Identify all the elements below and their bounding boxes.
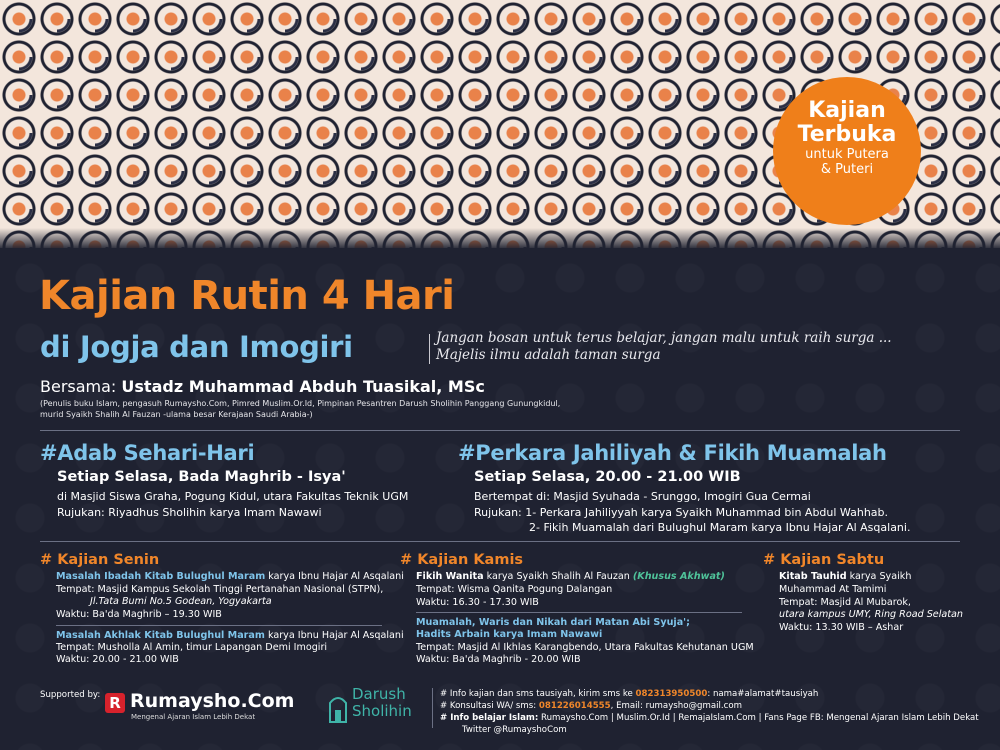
- badge-line-3: untuk Putera: [805, 147, 889, 162]
- senin-a-topic-name: Masalah Ibadah Kitab Bulughul Maram: [56, 571, 266, 582]
- quote-line-2: Majelis ilmu adalah taman surga: [436, 347, 661, 363]
- footer-info-3: [440, 713, 979, 725]
- sabtu-topic: [779, 571, 911, 584]
- quote: [436, 330, 906, 364]
- footer-info-1: [440, 689, 818, 701]
- kamis-a-note: (Khusus Akhwat): [632, 571, 725, 582]
- perkara-when: Setiap Selasa, 20.00 - 21.00 WIB: [474, 469, 741, 485]
- kamis-b-topic-2: [416, 629, 602, 642]
- kamis-b-topic-1-text: Muamalah, Waris dan Nikah dari Matan Abi Syuja';: [416, 617, 690, 628]
- perkara-title: #Perkara Jahiliyah & Fikih Muamalah: [458, 441, 887, 465]
- senin-title: # Kajian Senin: [40, 552, 160, 568]
- speaker-bio: [40, 398, 640, 420]
- sabtu-author-1: karya Syaikh: [846, 571, 912, 582]
- senin-a-place-2: [90, 596, 272, 609]
- senin-b-time: Waktu: 20.00 - 21.00 WIB: [56, 654, 179, 665]
- footer-info-3b: Rumaysho.Com | Muslim.Or.Id | RemajaIslam.Com | Fans Page FB: Mengenal Ajaran Islam Lebih Dekat: [538, 713, 979, 723]
- badge-line-2: Terbuka: [797, 122, 897, 147]
- senin-b-place: Tempat: Musholla Al Amin, timur Lapangan Demi Imogiri: [56, 642, 328, 653]
- kamis-a-topic: [416, 571, 725, 584]
- badge-line-4: & Puteri: [820, 162, 874, 177]
- poster-title: Kajian Rutin 4 Hari: [39, 273, 455, 319]
- quote-line-1: Jangan bosan untuk terus belajar, jangan malu untuk raih surga ...: [436, 330, 892, 346]
- sabtu-title: # Kajian Sabtu: [763, 552, 885, 568]
- kamis-b-time: Waktu: Ba'da Maghrib - 20.00 WIB: [416, 654, 581, 665]
- sabtu-author-2: Muhammad At Tamimi: [779, 584, 887, 595]
- senin-a-place-1: Tempat: Masjid Kampus Sekolah Tinggi Pertanahan Nasional (STPN),: [56, 584, 384, 595]
- speaker-bio-line-2: murid Syaikh Shalih Al Fauzan -ulama besar Kerajaan Saudi Arabia-): [40, 410, 313, 419]
- darush-name-2: Sholihin: [352, 702, 412, 720]
- senin-b-topic: [56, 630, 404, 643]
- footer-info-3a: # Info belajar Islam:: [440, 713, 539, 723]
- senin-a-topic: [56, 571, 404, 584]
- sabtu-time: Waktu: 13.30 WIB – Ashar: [779, 622, 904, 633]
- speaker-name: Ustadz Muhammad Abduh Tuasikal, MSc: [121, 377, 485, 396]
- senin-divider: [56, 625, 382, 626]
- kamis-a-place: Tempat: Wisma Qanita Pogung Dalangan: [416, 584, 613, 595]
- adab-place: di Masjid Siswa Graha, Pogung Kidul, utara Fakultas Teknik UGM: [57, 490, 409, 503]
- footer-info-4: Twitter @RumayshoCom: [462, 725, 567, 735]
- darush-name-1: Darush: [352, 685, 406, 703]
- rumaysho-logo-icon: R: [105, 693, 125, 713]
- perkara-place: Bertempat di: Masjid Syuhada - Srunggo, Imogiri Gua Cermai: [474, 490, 811, 503]
- darush-sholihin-logo-icon: [327, 693, 349, 723]
- perkara-reference-1: Rujukan: 1- Perkara Jahiliyyah karya Syaikh Muhammad bin Abdul Wahhab.: [474, 506, 889, 519]
- footer-info-2: [440, 701, 742, 713]
- speaker: [40, 377, 485, 397]
- senin-b-author: karya Ibnu Hajar Al Asqalani: [264, 630, 404, 641]
- footer-divider: [432, 688, 433, 728]
- kamis-divider: [416, 612, 742, 613]
- kamis-a-time: Waktu: 16.30 - 17.30 WIB: [416, 597, 539, 608]
- open-study-badge: [773, 77, 921, 225]
- kamis-b-topic-2-text: Hadits Arbain karya Imam Nawawi: [416, 629, 603, 640]
- rumaysho-tagline: Mengenal Ajaran Islam Lebih Dekat: [131, 713, 256, 721]
- kamis-b-topic-1: [416, 617, 690, 630]
- pattern-fade: [0, 228, 1000, 250]
- adab-reference: Rujukan: Riyadhus Sholihin karya Imam Nawawi: [57, 506, 322, 519]
- footer-info-1c: : nama#alamat#tausiyah: [707, 689, 819, 699]
- rumaysho-name: Rumaysho.Com: [130, 690, 295, 712]
- adab-title: #Adab Sehari-Hari: [40, 441, 255, 465]
- poster-subtitle: di Jogja dan Imogiri: [40, 330, 353, 364]
- supported-by: Supported by:: [40, 690, 101, 700]
- senin-a-author: karya Ibnu Hajar Al Asqalani: [265, 571, 404, 582]
- footer-sms-number: 082313950500: [635, 689, 708, 699]
- footer-info-2a: # Konsultasi WA/ sms:: [440, 701, 539, 711]
- adab-when: Setiap Selasa, Bada Maghrib - Isya': [57, 469, 346, 485]
- footer-info-2c: , Email: rumaysho@gmail.com: [610, 701, 743, 711]
- senin-a-place-2-text: Jl.Tata Bumi No.5 Godean, Yogyakarta: [90, 596, 272, 607]
- senin-b-topic-name: Masalah Akhlak Kitab Bulughul Maram: [56, 630, 265, 641]
- perkara-reference-2: 2- Fikih Muamalah dari Bulughul Maram karya Ibnu Hajar Al Asqalani.: [529, 521, 911, 534]
- sabtu-place-2: [779, 609, 963, 622]
- footer-wa-number: 081226014555: [538, 701, 611, 711]
- kamis-b-place: Tempat: Masjid Al Ikhlas Karangbendo, Utara Fakultas Kehutanan UGM: [416, 642, 754, 653]
- kamis-a-author: karya Syaikh Shalih Al Fauzan: [483, 571, 633, 582]
- kamis-title: # Kajian Kamis: [400, 552, 524, 568]
- kamis-a-topic-name: Fikih Wanita: [416, 571, 484, 582]
- sabtu-place-2-text: utara kampus UMY, Ring Road Selatan: [779, 609, 963, 620]
- senin-a-time: Waktu: Ba'da Maghrib – 19.30 WIB: [56, 609, 222, 620]
- sabtu-place-1: Tempat: Masjid Al Mubarok,: [779, 597, 911, 608]
- divider-1: [40, 430, 960, 431]
- speaker-bio-line-1: (Penulis buku Islam, pengasuh Rumaysho.Com, Pimred Muslim.Or.Id, Pimpinan Pesantren Darush Sholihin Panggang Gunungkidul,: [40, 399, 561, 408]
- divider-2: [40, 541, 960, 542]
- footer-info-1a: # Info kajian dan sms tausiyah, kirim sms ke: [440, 689, 636, 699]
- speaker-prefix: Bersama:: [40, 377, 122, 396]
- sabtu-topic-name: Kitab Tauhid: [779, 571, 847, 582]
- badge-line-1: Kajian: [808, 98, 886, 123]
- quote-divider: [429, 334, 430, 364]
